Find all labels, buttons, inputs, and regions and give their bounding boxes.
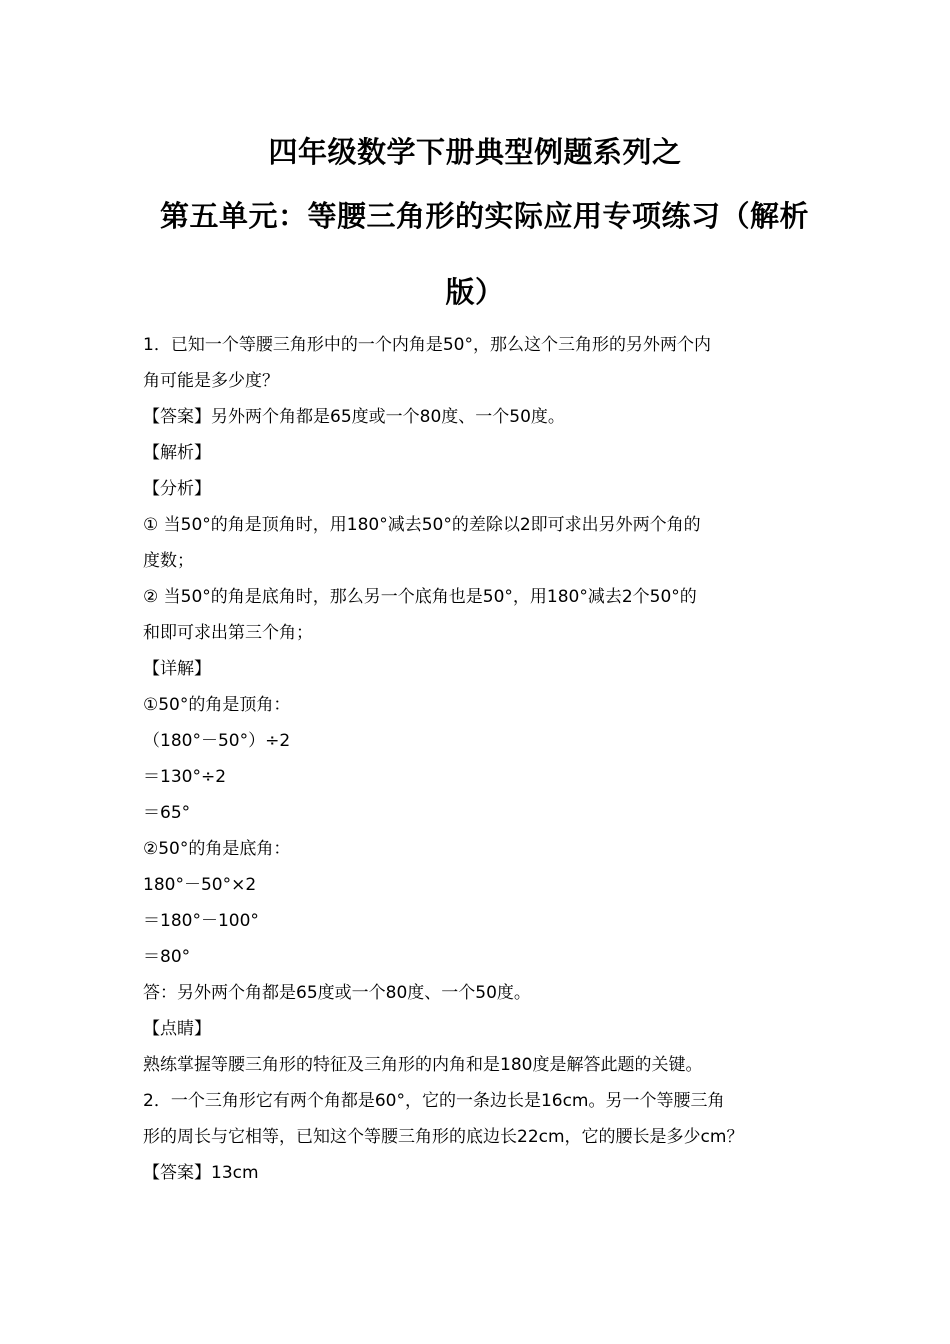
q2-text-line-1: 2．一个三角形它有两个角都是60°，它的一条边长是16cm。另一个等腰三角 <box>143 1091 725 1111</box>
title-line-2: 第五单元：等腰三角形的实际应用专项练习（解析 <box>160 199 810 233</box>
q1-fenxi-case-2-cont: 和即可求出第三个角； <box>143 623 313 643</box>
q1-text-line-1: 1．已知一个等腰三角形中的一个内角是50°，那么这个三角形的另外两个内 <box>143 335 711 355</box>
q2-text-line-2: 形的周长与它相等，已知这个等腰三角形的底边长22cm，它的腰长是多少cm？ <box>143 1127 744 1147</box>
q1-calc-3: ＝65° <box>143 803 191 823</box>
q1-detail-case-1: ①50°的角是顶角： <box>143 695 291 715</box>
q1-fenxi-heading: 【分析】 <box>143 479 211 499</box>
q1-calc-5: ＝180°－100° <box>143 911 259 931</box>
document-body <box>143 327 823 1191</box>
q1-detail-case-2: ②50°的角是底角： <box>143 839 291 859</box>
q1-final-answer: 答：另外两个角都是65度或一个80度、一个50度。 <box>143 983 531 1003</box>
q1-answer: 【答案】另外两个角都是65度或一个80度、一个50度。 <box>143 407 565 427</box>
q1-fenxi-case-2: ② 当50°的角是底角时，那么另一个底角也是50°，用180°减去2个50°的 <box>143 587 697 607</box>
q1-dianjing-heading: 【点睛】 <box>143 1019 211 1039</box>
title-line-3: 版） <box>445 275 505 309</box>
q2-answer: 【答案】13cm <box>143 1163 259 1183</box>
q1-calc-1: （180°－50°）÷2 <box>143 731 291 751</box>
q1-analysis-heading: 【解析】 <box>143 443 211 463</box>
q1-detail-heading: 【详解】 <box>143 659 211 679</box>
q1-fenxi-case-1: ① 当50°的角是顶角时，用180°减去50°的差除以2即可求出另外两个角的 <box>143 515 701 535</box>
q1-calc-2: ＝130°÷2 <box>143 767 227 787</box>
q1-fenxi-case-1-cont: 度数； <box>143 551 194 571</box>
q1-calc-6: ＝80° <box>143 947 191 967</box>
q1-text-line-2: 角可能是多少度？ <box>143 371 279 391</box>
q1-calc-4: 180°－50°×2 <box>143 875 257 895</box>
title-line-1: 四年级数学下册典型例题系列之 <box>268 135 682 169</box>
q1-dianjing-text: 熟练掌握等腰三角形的特征及三角形的内角和是180度是解答此题的关键。 <box>143 1055 703 1075</box>
